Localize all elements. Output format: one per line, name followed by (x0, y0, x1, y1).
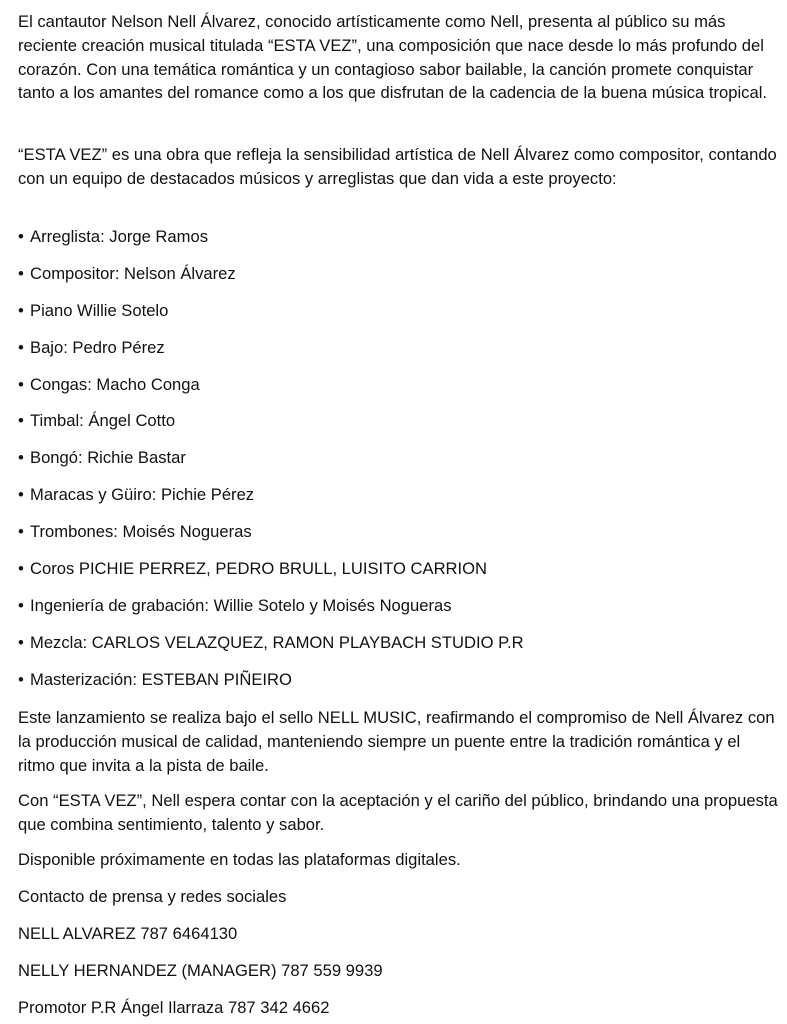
credit-item (18, 631, 524, 668)
credit-text: Masterización: ESTEBAN PIÑEIRO (30, 669, 292, 689)
credit-item (18, 336, 524, 373)
credit-text: Piano Willie Sotelo (30, 300, 169, 320)
credit-text: Mezcla: CARLOS VELAZQUEZ, RAMON PLAYBACH STUDIO P.R (30, 632, 524, 652)
bullet-icon: • (18, 522, 24, 542)
label-paragraph: Este lanzamiento se realiza bajo el sello NELL MUSIC, reafirmando el compromiso de Nell Álvarez con la producción musical de calidad, manteniendo siempre un puente entre la tradición romántica y el ritmo que invita a la pista de baile. (18, 708, 775, 775)
credit-item (18, 520, 524, 557)
intro-paragraph: El cantautor Nelson Nell Álvarez, conocido artísticamente como Nell, presenta al público su más reciente creación musical titulada “ESTA VEZ”, una composición que nace desde lo más profundo del corazón. Con una temática romántica y un contagioso sabor bailable, la canción promete conquistar tanto a los amantes del romance como a los que disfrutan de la cadencia de la buena música tropical. (18, 12, 768, 103)
contact-line: NELLY HERNANDEZ (MANAGER) 787 559 9939 (18, 961, 383, 980)
credit-item (18, 557, 524, 594)
description-paragraph: “ESTA VEZ” es una obra que refleja la sensibilidad artística de Nell Álvarez como compositor, contando con un equipo de destacados músicos y arreglistas que dan vida a este proyecto: (18, 145, 777, 188)
credit-text: Trombones: Moisés Nogueras (30, 522, 252, 542)
bullet-icon: • (18, 374, 24, 394)
credit-item (18, 225, 524, 262)
credit-item (18, 299, 524, 336)
credit-item (18, 262, 524, 299)
credits-list (18, 225, 524, 705)
credit-text: Compositor: Nelson Álvarez (30, 263, 236, 283)
bullet-icon: • (18, 300, 24, 320)
bullet-icon: • (18, 337, 24, 357)
contact-heading: Contacto de prensa y redes sociales (18, 887, 287, 906)
closing-paragraph: Con “ESTA VEZ”, Nell espera contar con la aceptación y el cariño del público, brindando una propuesta que combina sentimiento, talento y sabor. (18, 791, 778, 834)
credit-text: Bongó: Richie Bastar (30, 448, 186, 468)
bullet-icon: • (18, 559, 24, 579)
bullet-icon: • (18, 263, 24, 283)
credit-item (18, 446, 524, 483)
contact-line: NELL ALVAREZ 787 6464130 (18, 924, 238, 943)
credit-text: Arreglista: Jorge Ramos (30, 227, 208, 246)
credit-item (18, 409, 524, 446)
availability-text: Disponible próximamente en todas las plataformas digitales. (18, 850, 461, 869)
credit-text: Congas: Macho Conga (30, 374, 200, 394)
bullet-icon: • (18, 448, 24, 468)
credit-item (18, 483, 524, 520)
credit-item (18, 668, 524, 705)
bullet-icon: • (18, 227, 24, 246)
credit-item (18, 594, 524, 631)
bullet-icon: • (18, 669, 24, 689)
bullet-icon: • (18, 485, 24, 505)
contact-line: Promotor P.R Ángel Ilarraza 787 342 4662 (18, 998, 330, 1017)
bullet-icon: • (18, 411, 24, 431)
credit-text: Maracas y Güiro: Pichie Pérez (30, 485, 255, 505)
credit-item (18, 373, 524, 410)
credit-text: Bajo: Pedro Pérez (30, 337, 165, 357)
credit-text: Timbal: Ángel Cotto (30, 411, 176, 431)
bullet-icon: • (18, 595, 24, 615)
credit-text: Ingeniería de grabación: Willie Sotelo y Moisés Nogueras (30, 595, 452, 615)
bullet-icon: • (18, 632, 24, 652)
credit-text: Coros PICHIE PERREZ, PEDRO BRULL, LUISITO CARRION (30, 559, 488, 579)
